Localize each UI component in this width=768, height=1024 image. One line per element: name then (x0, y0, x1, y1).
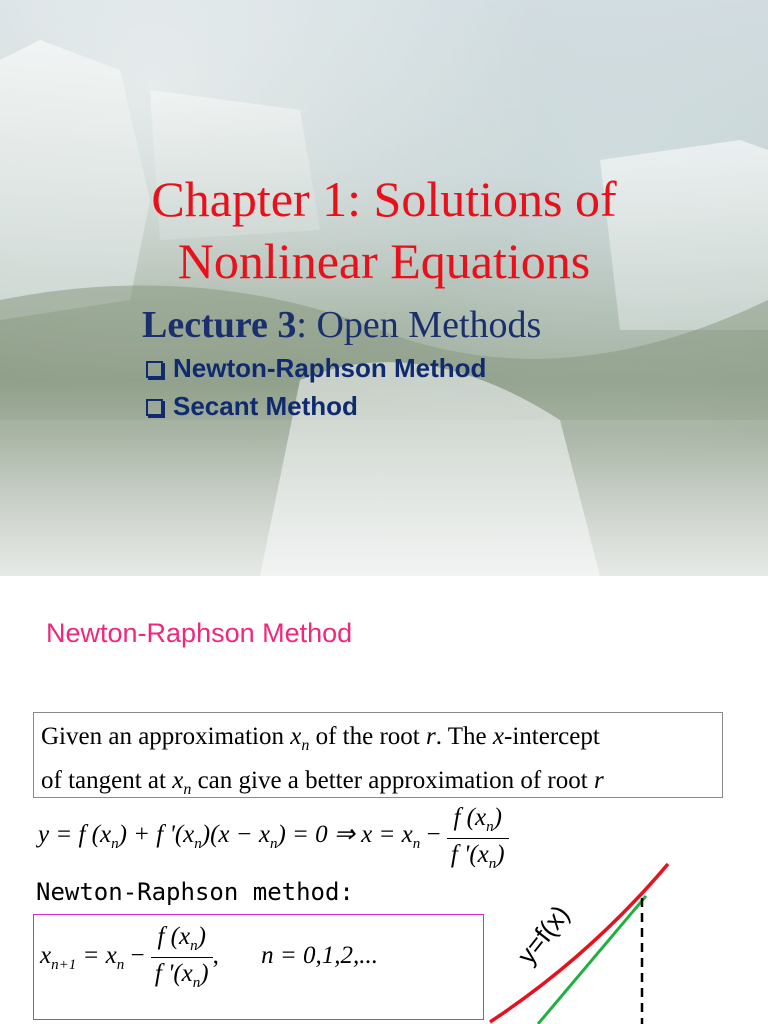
lecture-heading (142, 303, 541, 347)
iteration-formula (40, 923, 378, 992)
tangent-graph (470, 846, 710, 1024)
given-text-2: of the root (309, 723, 426, 750)
eq-part: ) + f '(x (118, 821, 195, 849)
given-text-3: . The (435, 723, 493, 750)
lecture-topic: : Open Methods (296, 304, 542, 346)
eq-minus: − (420, 821, 441, 849)
eq-part: ) (493, 804, 502, 831)
eq-sub: n (194, 836, 202, 853)
tangent-equation (38, 804, 509, 873)
f-sub: n (190, 938, 198, 954)
slide-title: Newton-Raphson Method (46, 618, 353, 648)
formula-numerator (151, 923, 213, 958)
eq-numerator (447, 804, 509, 839)
eq-sub: n (269, 836, 278, 853)
n-range: n = 0,1,2,... (261, 942, 378, 970)
eq-sub: n (111, 836, 119, 853)
chapter-title-line2: Nonlinear Equations (177, 233, 591, 289)
formula-fraction (151, 923, 213, 992)
sub-n: n (183, 781, 192, 798)
checkbox-bullet-icon (146, 399, 163, 416)
topic-item-newton-raphson (146, 353, 486, 384)
var-x: x (172, 767, 184, 794)
f-part: = x (76, 942, 117, 970)
eq-part: ) (496, 841, 505, 868)
given-text-5: of tangent at (41, 767, 173, 794)
var-x: x (492, 723, 505, 750)
f-sub: n (116, 957, 125, 974)
definition-box (33, 712, 723, 798)
topic-item-secant (146, 391, 358, 422)
f-part: ) (197, 923, 206, 950)
eq-part: ) = 0 ⇒ x = x (277, 821, 413, 849)
f-sub: n+1 (51, 957, 77, 974)
f-minus: − (124, 942, 145, 970)
checkbox-bullet-icon (146, 361, 163, 378)
f-sub: n (192, 975, 201, 991)
given-text-4: -intercept (504, 723, 600, 750)
eq-sub: n (488, 856, 497, 872)
var-r: r (426, 723, 436, 750)
curve-label: y=f(x) (511, 899, 576, 970)
f-part: ) (200, 960, 209, 987)
var-x: x (290, 723, 302, 750)
var-r: r (593, 767, 604, 794)
eq-part: y = f (x (38, 821, 112, 849)
eq-sub: n (486, 819, 494, 835)
chapter-title (0, 168, 768, 292)
topic-label: Newton-Raphson Method (173, 353, 487, 383)
formula-denominator (151, 958, 213, 992)
iteration-formula-box (33, 914, 484, 1020)
eq-sub: n (412, 836, 421, 853)
f-comma: , (212, 942, 219, 970)
given-text-6: can give a better approximation of root (191, 767, 594, 794)
method-label: Newton-Raphson method: (36, 878, 354, 906)
eq-part: )(x − x (201, 821, 270, 849)
f-part: f '(x (154, 960, 193, 987)
newton-raphson-slide (0, 576, 768, 1024)
f-part: x (40, 942, 52, 970)
lecture-number: Lecture 3 (142, 304, 297, 346)
sub-n: n (301, 737, 310, 754)
f-part: f (x (157, 923, 191, 950)
chapter-title-line1: Chapter 1: Solutions of (151, 171, 617, 227)
topic-label: Secant Method (173, 391, 358, 421)
eq-part: f (x (453, 804, 487, 831)
given-text-1: Given an approximation (41, 723, 291, 750)
eq-part: f '(x (450, 841, 489, 868)
